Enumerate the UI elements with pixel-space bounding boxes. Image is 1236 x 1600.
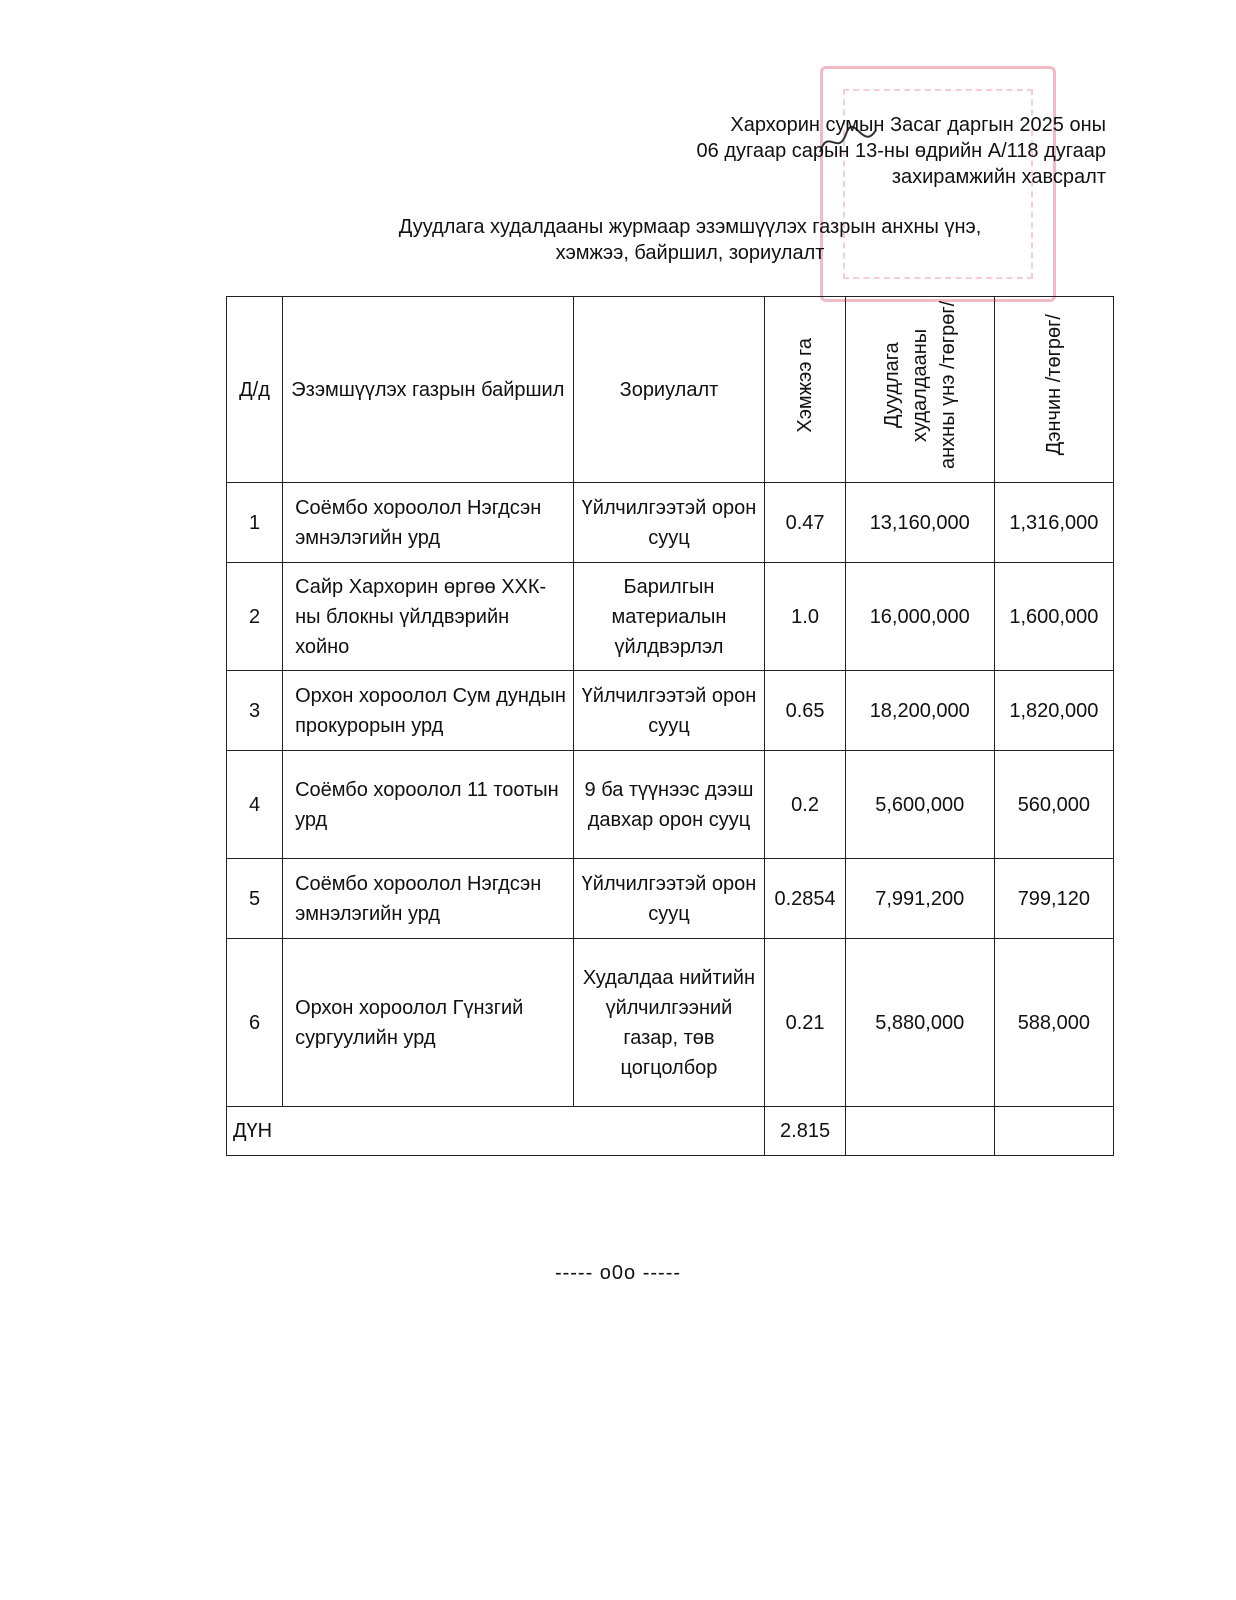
title-line-2: хэмжээ, байршил, зориулалт xyxy=(555,242,825,264)
cell-purpose: Үйлчилгээтэй орон сууц xyxy=(573,859,765,939)
cell-area: 0.65 xyxy=(765,671,846,751)
total-deposit-empty xyxy=(994,1107,1113,1156)
cell-price: 13,160,000 xyxy=(845,483,994,563)
end-mark: ----- o0o ----- xyxy=(554,1262,682,1284)
table-row xyxy=(227,483,1114,563)
cell-purpose: Үйлчилгээтэй орон сууц xyxy=(573,671,765,751)
total-price-empty xyxy=(845,1107,994,1156)
cell-location: Орхон хороолол Сум дундын прокурорын урд xyxy=(283,671,574,751)
header-area-label: Хэмжээ га xyxy=(794,337,817,433)
header-no: Д/д xyxy=(227,297,283,483)
cell-deposit: 588,000 xyxy=(994,939,1113,1107)
cell-purpose: Барилгын материалын үйлдвэрлэл xyxy=(573,563,765,671)
cell-no: 4 xyxy=(227,751,283,859)
header-deposit xyxy=(994,297,1113,483)
table-header-row xyxy=(227,297,1114,483)
cell-price: 5,600,000 xyxy=(845,751,994,859)
cell-deposit: 560,000 xyxy=(994,751,1113,859)
document-title xyxy=(340,214,1040,266)
header-location: Эзэмшүүлэх газрын байршил xyxy=(283,297,574,483)
header-line-3: захирамжийн хавсралт xyxy=(891,166,1106,188)
cell-purpose: 9 ба түүнээс дээш давхар орон сууц xyxy=(573,751,765,859)
cell-area: 1.0 xyxy=(765,563,846,671)
land-auction-table xyxy=(226,296,1114,1156)
cell-purpose: Худалдаа нийтийн үйлчилгээний газар, төв цогцолбор xyxy=(573,939,765,1107)
table-total-row xyxy=(227,1107,1114,1156)
document-header xyxy=(606,112,1106,190)
cell-area: 0.47 xyxy=(765,483,846,563)
cell-deposit: 1,600,000 xyxy=(994,563,1113,671)
cell-location: Соёмбо хороолол 11 тоотын урд xyxy=(283,751,574,859)
table-row xyxy=(227,563,1114,671)
cell-area: 0.2854 xyxy=(765,859,846,939)
cell-deposit: 1,316,000 xyxy=(994,483,1113,563)
cell-location: Соёмбо хороолол Нэгдсэн эмнэлэгийн урд xyxy=(283,483,574,563)
header-price xyxy=(845,297,994,483)
cell-area: 0.21 xyxy=(765,939,846,1107)
cell-no: 6 xyxy=(227,939,283,1107)
cell-price: 5,880,000 xyxy=(845,939,994,1107)
header-purpose: Зориулалт xyxy=(573,297,765,483)
cell-location: Соёмбо хороолол Нэгдсэн эмнэлэгийн урд xyxy=(283,859,574,939)
cell-deposit: 1,820,000 xyxy=(994,671,1113,751)
cell-price: 18,200,000 xyxy=(845,671,994,751)
table-row xyxy=(227,671,1114,751)
header-price-label: Дуудлага худалдааны анхны үнэ /төгрөг/ xyxy=(880,300,959,470)
cell-area: 0.2 xyxy=(765,751,846,859)
cell-no: 1 xyxy=(227,483,283,563)
table-row xyxy=(227,751,1114,859)
header-line-1: Хархорин сумын Засаг даргын 2025 оны xyxy=(730,114,1106,136)
cell-location: Орхон хороолол Гүнзгий сургуулийн урд xyxy=(283,939,574,1107)
cell-deposit: 799,120 xyxy=(994,859,1113,939)
cell-no: 5 xyxy=(227,859,283,939)
cell-price: 7,991,200 xyxy=(845,859,994,939)
cell-no: 3 xyxy=(227,671,283,751)
table-row xyxy=(227,859,1114,939)
header-area xyxy=(765,297,846,483)
total-label: ДҮН xyxy=(227,1107,765,1156)
cell-location: Сайр Хархорин өргөө ХХК-ны блокны үйлдвэрийн хойно xyxy=(283,563,574,671)
cell-no: 2 xyxy=(227,563,283,671)
header-line-2: 06 дугаар сарын 13-ны өдрийн А/118 дугаар xyxy=(696,140,1106,162)
cell-price: 16,000,000 xyxy=(845,563,994,671)
cell-purpose: Үйлчилгээтэй орон сууц xyxy=(573,483,765,563)
table-row xyxy=(227,939,1114,1107)
title-line-1: Дуудлага худалдааны журмаар эзэмшүүлэх газрын анхны үнэ, xyxy=(398,216,982,238)
header-deposit-label: Дэнчин /төгрөг/ xyxy=(1042,314,1065,456)
total-area: 2.815 xyxy=(765,1107,846,1156)
